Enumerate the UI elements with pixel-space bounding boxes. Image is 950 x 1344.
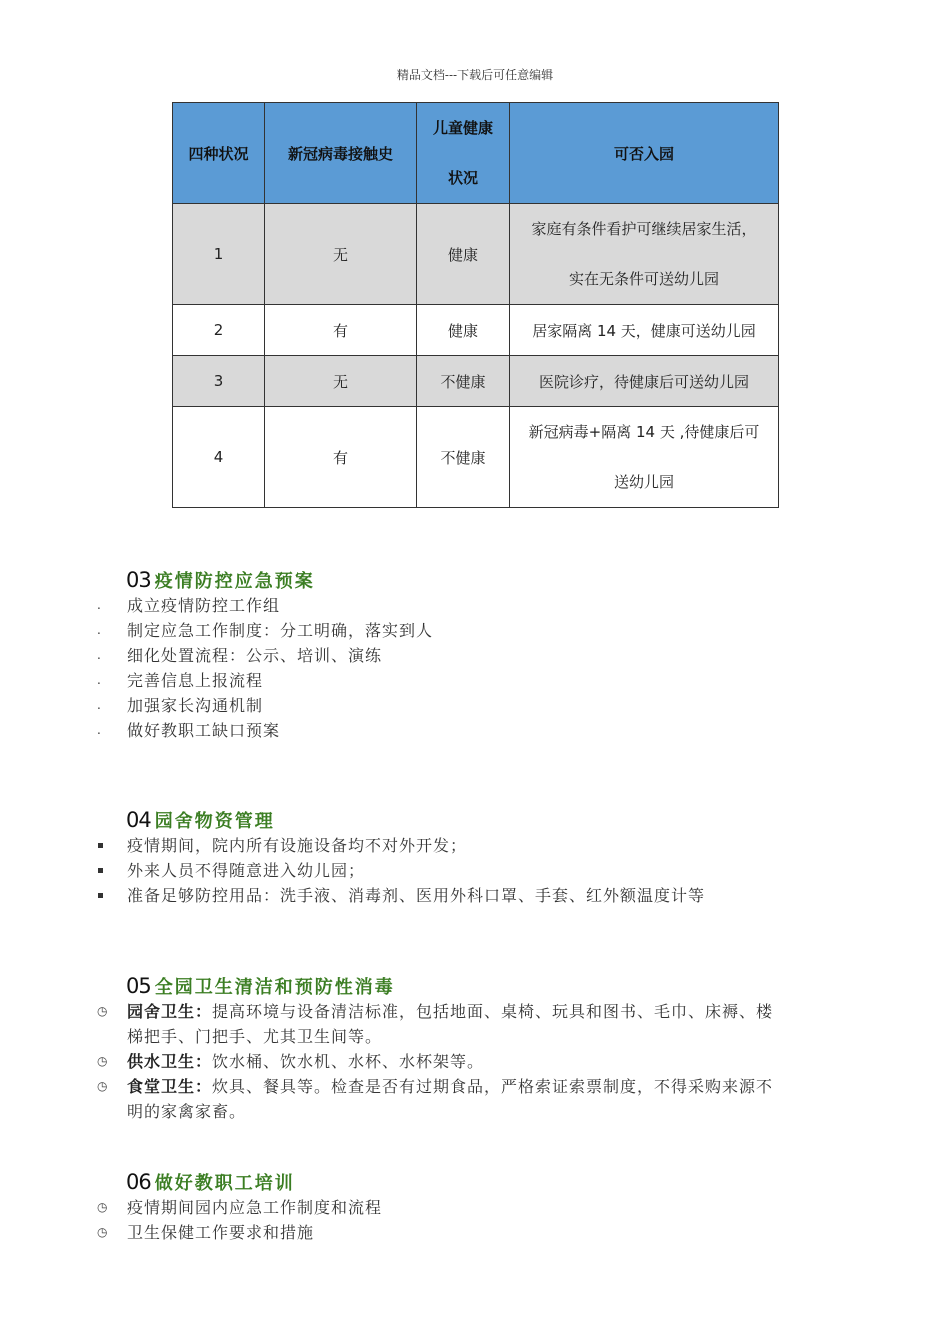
list-item-text: 明的家禽家畜。 bbox=[127, 1102, 247, 1121]
list-item bbox=[97, 1220, 837, 1245]
list-item bbox=[97, 1049, 837, 1074]
status-table bbox=[172, 102, 779, 508]
header-line: 儿童健康 bbox=[432, 119, 493, 137]
dot-bullet-icon: . bbox=[97, 623, 102, 637]
table-cell: 居家隔离 14 天，健康可送幼儿园 bbox=[510, 305, 779, 356]
section-title bbox=[126, 973, 837, 999]
table-cell bbox=[510, 407, 779, 508]
section-04 bbox=[97, 807, 837, 908]
dot-bullet-icon: . bbox=[97, 698, 102, 712]
section-title bbox=[126, 567, 837, 593]
list-item bbox=[97, 643, 837, 668]
dot-bullet-icon: . bbox=[97, 723, 102, 737]
list-item-text: 外来人员不得随意进入幼儿园； bbox=[127, 861, 366, 880]
table-row bbox=[173, 356, 779, 407]
table-header-cell: 四种状况 bbox=[173, 103, 265, 204]
list-item bbox=[97, 999, 837, 1049]
dot-bullet-icon: . bbox=[97, 648, 102, 662]
list-item bbox=[97, 668, 837, 693]
section-number: 04 bbox=[126, 808, 151, 832]
clock-bullet-icon: ◷ bbox=[97, 1200, 109, 1214]
list-item-text: 疫情期间园内应急工作制度和流程 bbox=[127, 1198, 383, 1217]
cell-line: 送幼儿园 bbox=[613, 473, 674, 491]
table-header-row bbox=[173, 103, 779, 204]
list-item-text: 准备足够防控用品：洗手液、消毒剂、医用外科口罩、手套、红外额温度计等 bbox=[127, 886, 706, 905]
table-row bbox=[173, 204, 779, 305]
list-item-text: 制定应急工作制度：分工明确，落实到人 bbox=[127, 621, 434, 640]
cell-line: 新冠病毒+隔离 14 天 ,待健康后可 bbox=[528, 423, 760, 441]
list-item-text: 饮水桶、饮水机、水杯、水杯架等。 bbox=[212, 1052, 485, 1071]
item-label: 园舍卫生： bbox=[127, 1002, 213, 1021]
section-heading: 全园卫生清洁和预防性消毒 bbox=[154, 977, 395, 998]
section-number: 06 bbox=[126, 1170, 151, 1194]
section-heading: 疫情防控应急预案 bbox=[154, 571, 315, 592]
table-cell: 2 bbox=[173, 305, 265, 356]
item-label: 供水卫生： bbox=[127, 1052, 213, 1071]
section-06 bbox=[97, 1169, 837, 1245]
section-heading: 园舍物资管理 bbox=[154, 811, 275, 832]
table-cell: 不健康 bbox=[417, 407, 510, 508]
list-item bbox=[97, 718, 837, 743]
section-number: 03 bbox=[126, 568, 151, 592]
table-cell: 健康 bbox=[417, 204, 510, 305]
cell-line: 实在无条件可送幼儿园 bbox=[568, 270, 719, 288]
table-cell: 4 bbox=[173, 407, 265, 508]
list-item-text: 提高环境与设备清洁标准，包括地面、桌椅、玩具和图书、毛巾、床褥、楼 bbox=[212, 1002, 774, 1021]
list-item-text: 细化处置流程：公示、培训、演练 bbox=[127, 646, 383, 665]
table-cell: 不健康 bbox=[417, 356, 510, 407]
list-item-text: 疫情期间，院内所有设施设备均不对外开发； bbox=[127, 836, 468, 855]
list-item-text: 卫生保健工作要求和措施 bbox=[127, 1223, 315, 1242]
section-03 bbox=[97, 567, 837, 743]
table-cell bbox=[510, 204, 779, 305]
section-title bbox=[126, 1169, 837, 1195]
dot-bullet-icon: . bbox=[97, 673, 102, 687]
section-05 bbox=[97, 973, 837, 1124]
list-item-text: 炊具、餐具等。检查是否有过期食品，严格索证索票制度，不得采购来源不 bbox=[212, 1077, 774, 1096]
list-item-text: 加强家长沟通机制 bbox=[127, 696, 264, 715]
section-title bbox=[126, 807, 837, 833]
list-item-text: 梯把手、门把手、尤其卫生间等。 bbox=[127, 1027, 383, 1046]
header-line: 状况 bbox=[447, 169, 478, 187]
table-cell: 有 bbox=[265, 305, 417, 356]
list-item bbox=[97, 593, 837, 618]
table-header-cell: 新冠病毒接触史 bbox=[265, 103, 417, 204]
table-header-cell bbox=[417, 103, 510, 204]
list-item-text: 成立疫情防控工作组 bbox=[127, 596, 281, 615]
table-cell: 1 bbox=[173, 204, 265, 305]
table-row bbox=[173, 305, 779, 356]
table-cell: 无 bbox=[265, 356, 417, 407]
table-header-cell: 可否入园 bbox=[510, 103, 779, 204]
table-cell: 有 bbox=[265, 407, 417, 508]
header-note: 精品文档---下载后可任意编辑 bbox=[396, 68, 554, 82]
list-item bbox=[97, 693, 837, 718]
dot-bullet-icon: . bbox=[97, 598, 102, 612]
clock-bullet-icon: ◷ bbox=[97, 1079, 109, 1093]
table-cell: 3 bbox=[173, 356, 265, 407]
table-cell: 健康 bbox=[417, 305, 510, 356]
table-cell: 医院诊疗，待健康后可送幼儿园 bbox=[510, 356, 779, 407]
list-item bbox=[97, 618, 837, 643]
list-item-text: 做好教职工缺口预案 bbox=[127, 721, 281, 740]
clock-bullet-icon: ◷ bbox=[97, 1054, 109, 1068]
section-number: 05 bbox=[126, 974, 151, 998]
clock-bullet-icon: ◷ bbox=[97, 1225, 109, 1239]
cell-line: 家庭有条件看护可继续居家生活， bbox=[531, 220, 757, 238]
list-item-text: 完善信息上报流程 bbox=[127, 671, 264, 690]
table-cell: 无 bbox=[265, 204, 417, 305]
list-item bbox=[97, 858, 837, 883]
item-label: 食堂卫生： bbox=[127, 1077, 213, 1096]
list-item bbox=[97, 1074, 837, 1124]
list-item bbox=[97, 833, 837, 858]
section-heading: 做好教职工培训 bbox=[154, 1173, 295, 1194]
clock-bullet-icon: ◷ bbox=[97, 1004, 109, 1018]
table-row bbox=[173, 407, 779, 508]
list-item bbox=[97, 883, 837, 908]
list-item bbox=[97, 1195, 837, 1220]
